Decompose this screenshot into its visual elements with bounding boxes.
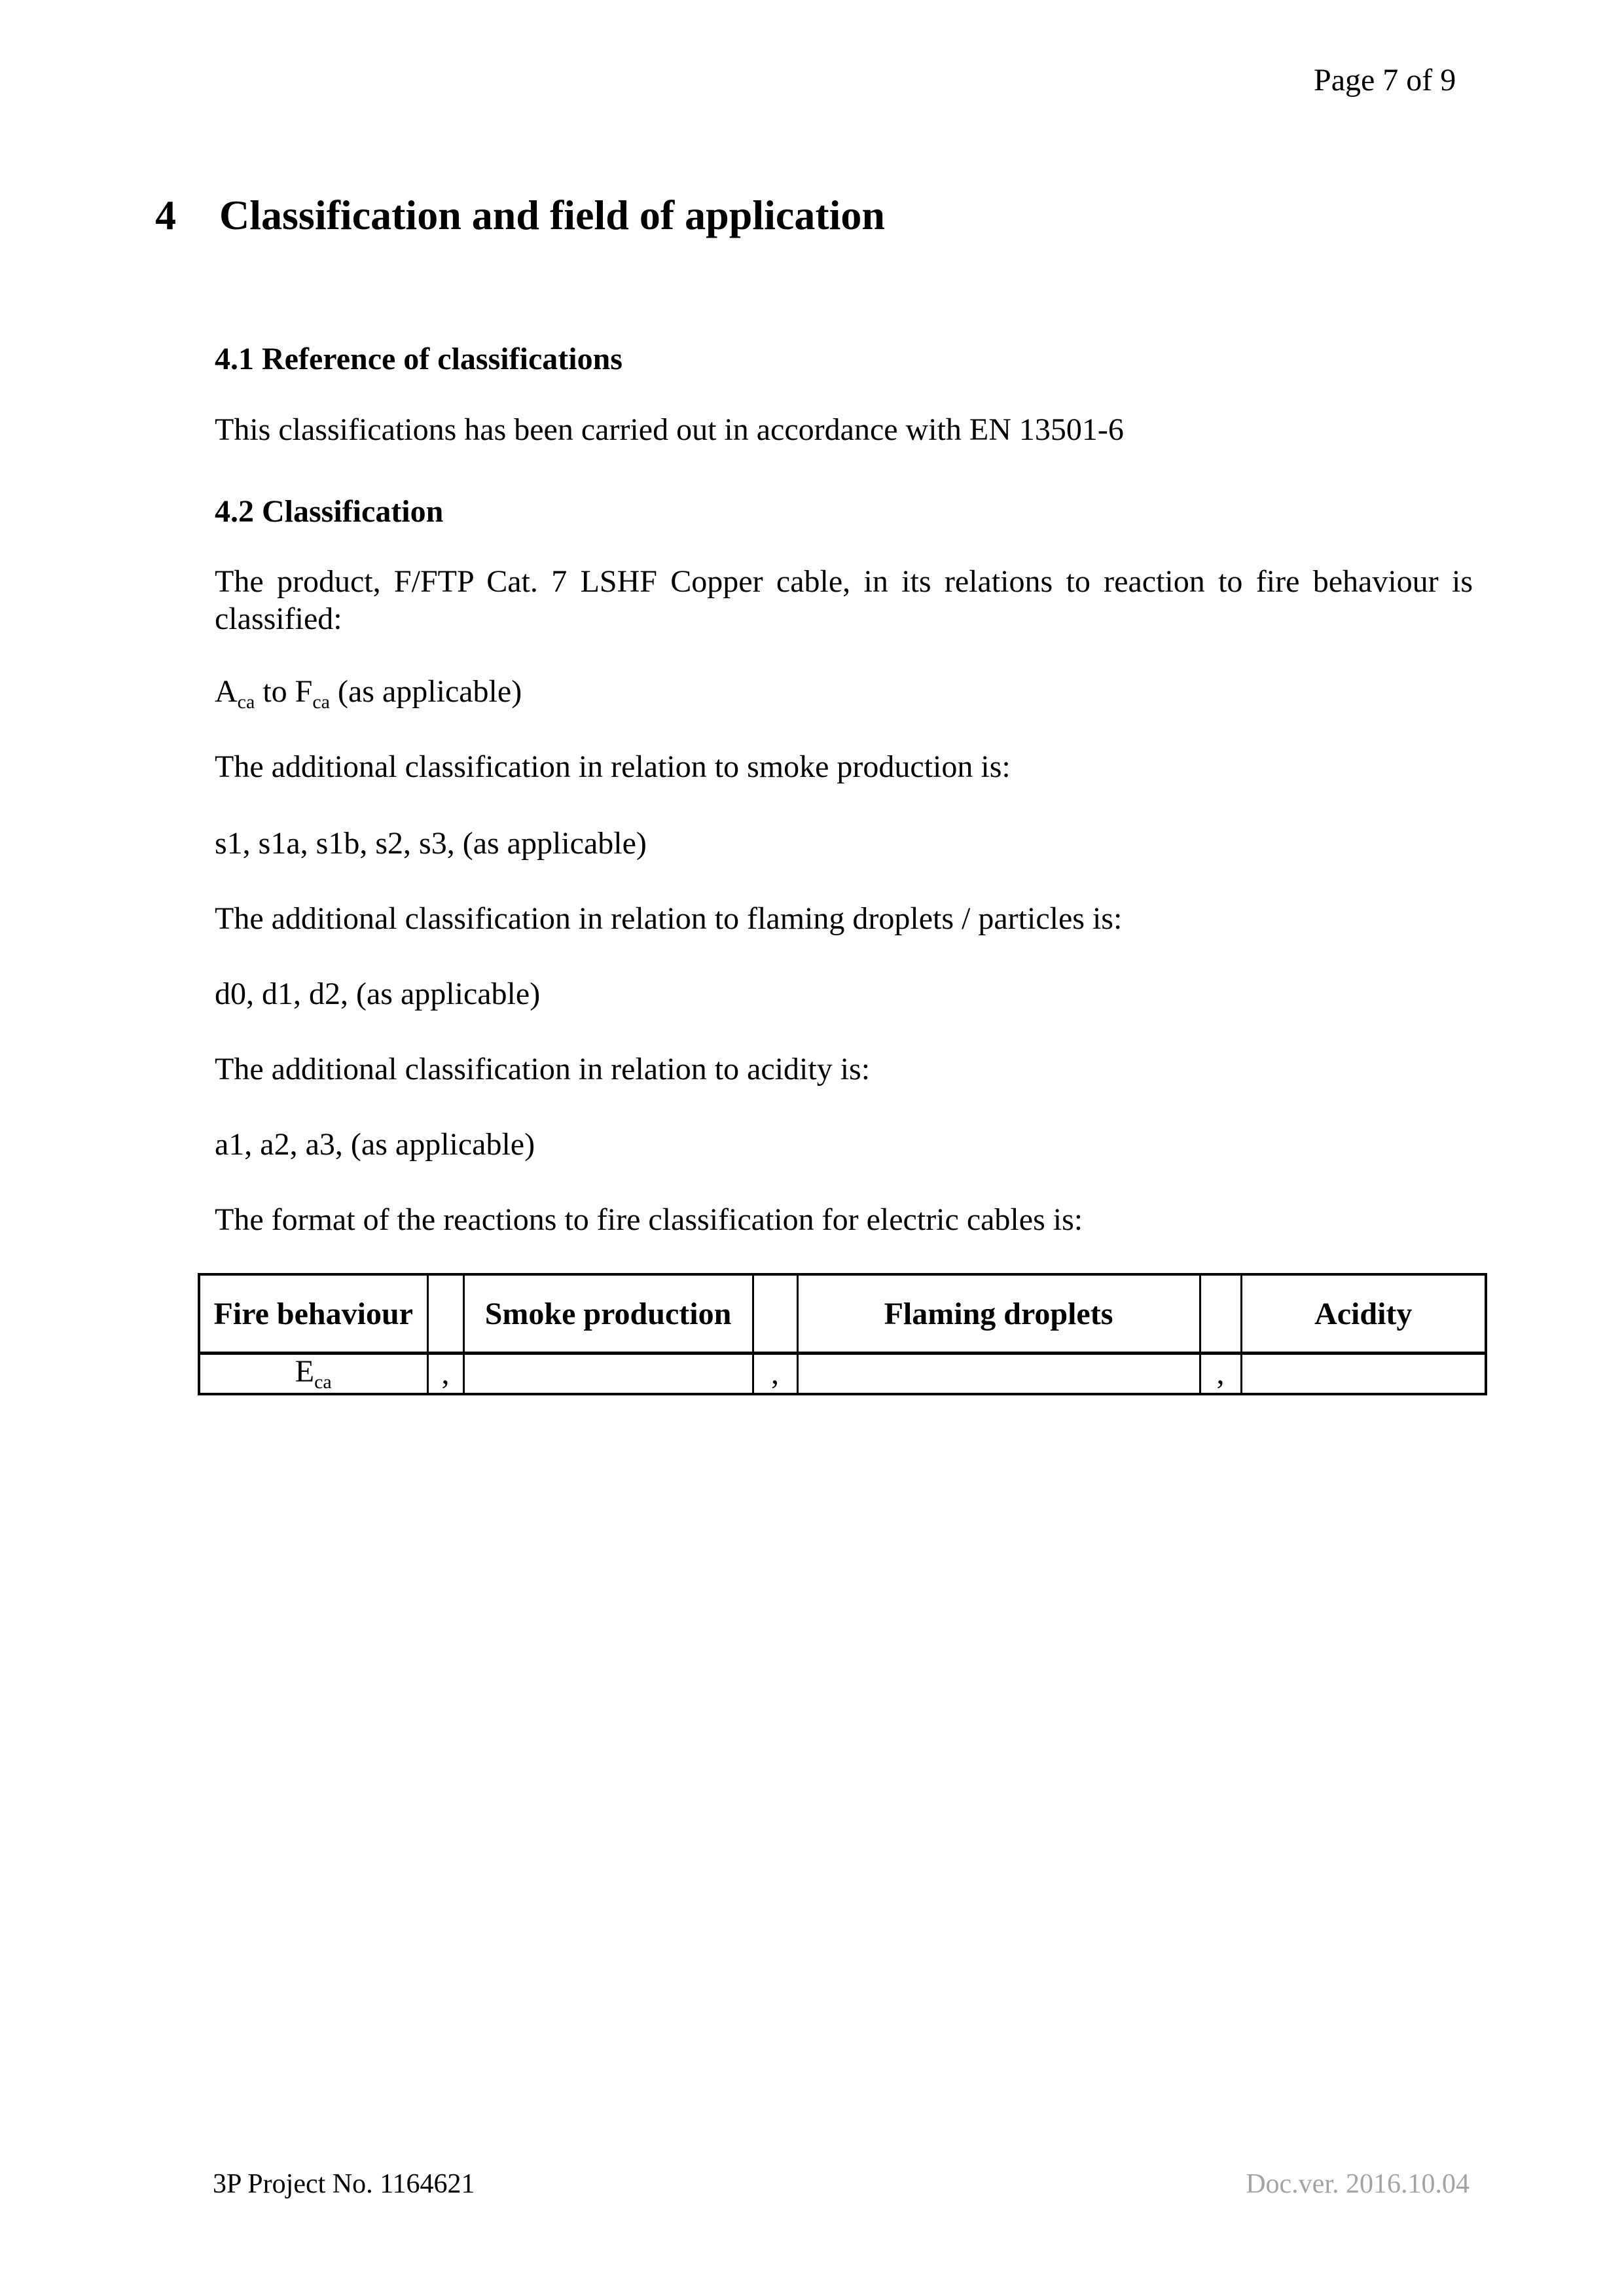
- reference-statement: This classifications has been carried out in accordance with EN 13501-6: [215, 412, 1124, 447]
- fire-class-subscript: ca: [314, 1371, 332, 1393]
- class-range-letter2: F: [295, 674, 313, 709]
- class-range-rest: (as applicable): [330, 674, 522, 709]
- class-range-sub2: ca: [312, 691, 330, 713]
- cell-acidity: [1241, 1354, 1486, 1395]
- cell-comma-2: ,: [753, 1354, 797, 1395]
- footer-doc-version: Doc.ver. 2016.10.04: [1246, 2169, 1470, 2199]
- droplets-intro: The additional classification in relation to flaming droplets / particles is:: [215, 901, 1123, 936]
- subsection-4-1-title: 4.1 Reference of classifications: [215, 342, 623, 376]
- classification-paragraph: [215, 563, 1473, 637]
- header-separator-2: [753, 1274, 797, 1354]
- cell-comma-1: ,: [427, 1354, 463, 1395]
- header-flaming-droplets: Flaming droplets: [797, 1274, 1200, 1354]
- droplets-values: d0, d1, d2, (as applicable): [215, 977, 541, 1011]
- table-data-row: [199, 1354, 1486, 1395]
- section-heading-title: Classification and field of application: [219, 192, 885, 238]
- class-range-letter1: A: [215, 674, 238, 709]
- page-number: Page 7 of 9: [1314, 63, 1456, 98]
- smoke-intro: The additional classification in relation to smoke production is:: [215, 749, 1011, 784]
- classification-format-table: [198, 1273, 1487, 1395]
- table-header-row: [199, 1274, 1486, 1354]
- class-range-sub1: ca: [237, 691, 255, 713]
- subsection-4-2-title: 4.2 Classification: [215, 494, 444, 529]
- header-separator-1: [427, 1274, 463, 1354]
- cell-fire-behaviour: [199, 1354, 427, 1395]
- classification-paragraph-line2: classified:: [215, 601, 342, 636]
- acidity-intro: The additional classification in relation to acidity is:: [215, 1052, 871, 1086]
- acidity-values: a1, a2, a3, (as applicable): [215, 1127, 535, 1162]
- section-heading-number: 4: [155, 192, 176, 238]
- class-range-mid: to: [255, 674, 295, 709]
- cell-comma-3: ,: [1200, 1354, 1241, 1395]
- class-range-line: [215, 673, 1473, 714]
- header-fire-behaviour: Fire behaviour: [199, 1274, 427, 1354]
- fire-class-letter: E: [295, 1354, 315, 1389]
- smoke-values: s1, s1a, s1b, s2, s3, (as applicable): [215, 826, 647, 861]
- classification-paragraph-line1: The product, F/FTP Cat. 7 LSHF Copper cable, in its relations to reaction to fire behaviour is: [215, 564, 1473, 599]
- header-acidity: Acidity: [1241, 1274, 1486, 1354]
- format-intro: The format of the reactions to fire classification for electric cables is:: [215, 1202, 1083, 1237]
- footer-project-number: 3P Project No. 1164621: [213, 2169, 475, 2199]
- cell-smoke-production: [463, 1354, 753, 1395]
- cell-flaming-droplets: [797, 1354, 1200, 1395]
- header-separator-3: [1200, 1274, 1241, 1354]
- section-heading: [155, 191, 885, 240]
- header-smoke-production: Smoke production: [463, 1274, 753, 1354]
